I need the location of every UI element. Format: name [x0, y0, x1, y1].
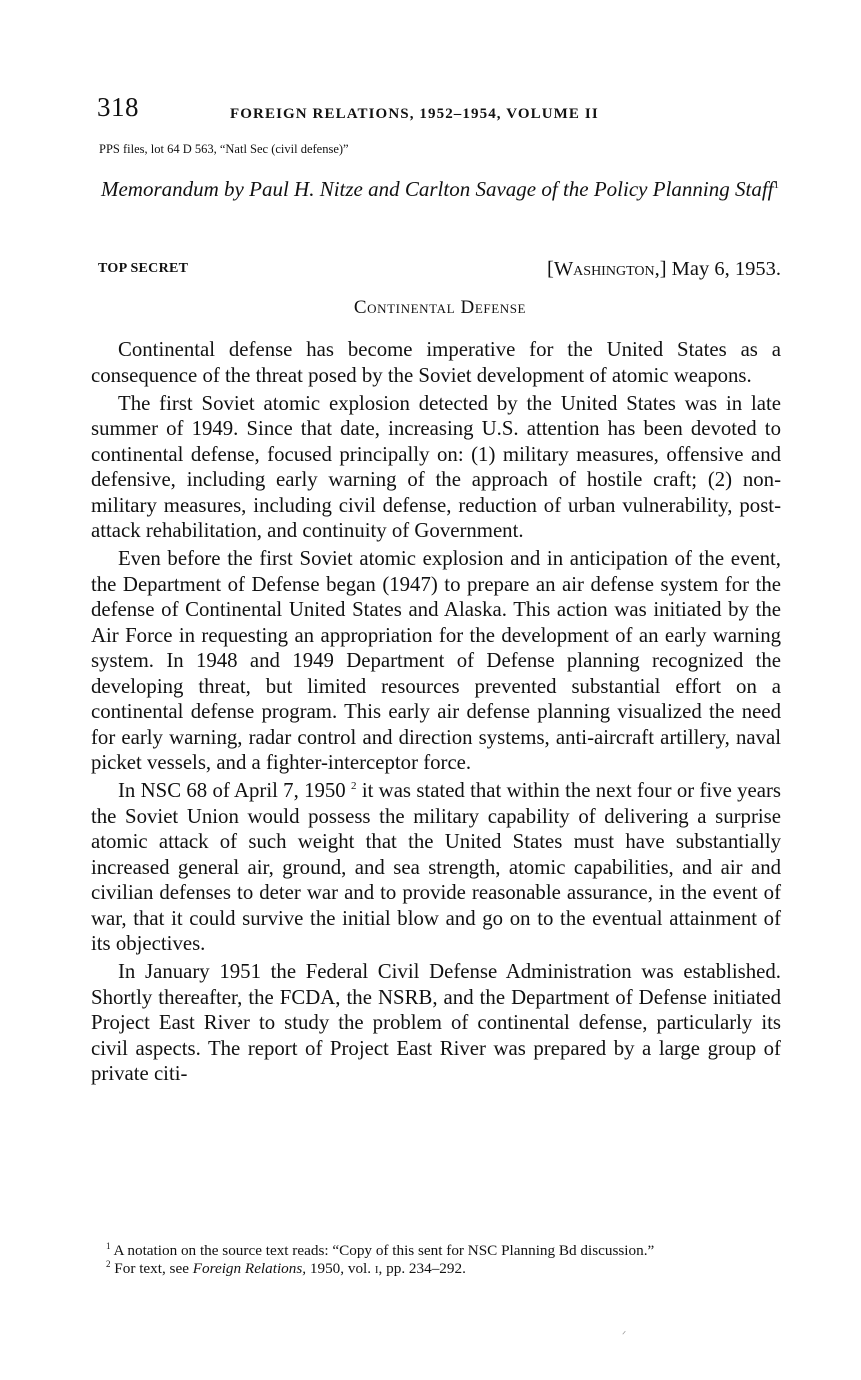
classification-marking: TOP SECRET — [98, 261, 189, 276]
footnote-text: , pp. 234–292. — [378, 1260, 466, 1277]
paragraph: In January 1951 the Federal Civil Defense Administration was established. Shortly thereafter, the FCDA, the NSRB, and the Department of Defense initiated Project East River to study the problem of continental defense, particularly its civil aspects. The report of Project East River was prepared by a large group of private citi- — [91, 960, 781, 1085]
running-head — [97, 92, 777, 132]
paragraph: Continental defense has become imperative for the United States as a consequence of the threat posed by the Soviet development of atomic weapons. — [91, 338, 781, 387]
dateline-date: May 6, 1953. — [671, 258, 781, 280]
section-heading: Continental Defense — [353, 297, 527, 318]
footnote-text: For text, see — [114, 1260, 189, 1277]
page-number: 318 — [97, 92, 139, 122]
paragraph: Even before the first Soviet atomic explosion and in anticipation of the event, the Department of Defense began (1947) to prepare an air defense system for the defense of Continental United States and Alaska. This action was initiated by the Air Force in requesting an appropriation for the development of an early warning system. In 1948 and 1949 Department of Defense planning recognized the developing threat, but limited resources prevented substantial effort on a continental defense program. This early air defense planning visualized the need for early warning, radar control and direction systems, anti-aircraft artillery, naval picket vessels, and a fighter-interceptor force. — [91, 547, 781, 774]
body-text — [91, 337, 781, 1087]
paragraph-text: In NSC 68 of April 7, 1950 — [118, 779, 346, 802]
paragraph-text: it was stated that within the next four or five years the Soviet Union would possess the military capability of delivering a surprise atomic attack of such weight that the United States must have substantially increased general air, ground, and sea strength, atomic capabilities, and air and civilian defenses to deter war and to provide reasonable assurance, in the event of war, that it could survive the initial blow and go on to the eventual attainment of its objectives. — [91, 779, 782, 955]
document-title — [100, 177, 780, 202]
footnote-text: A notation on the source text reads: “Copy of this sent for NSC Planning Bd discussion.” — [113, 1242, 655, 1259]
footnote-volume: i — [374, 1260, 379, 1277]
footnote-number: 2 — [106, 1259, 111, 1269]
footnote-number: 1 — [106, 1241, 111, 1251]
scan-artifact-mark: ᐟ — [622, 1330, 627, 1341]
footnote-2 — [91, 1260, 781, 1278]
paragraph: The first Soviet atomic explosion detected by the United States was in late summer of 1949. Since that date, increasing U.S. attention has been devoted to continental defense, focused principally on: (1) military measures, offensive and defensive, including early warning of the approach of hostile craft; (2) non-military measures, including civil defense, reduction of urban vulnerability, post-attack rehabilitation, and continuity of Government. — [91, 391, 781, 542]
footnote-ref-2: 2 — [351, 780, 357, 792]
footnote-text: 1950, vol. — [309, 1260, 372, 1277]
running-title: FOREIGN RELATIONS, 1952–1954, VOLUME II — [230, 106, 599, 122]
source-note: PPS files, lot 64 D 563, “Natl Sec (civil defense)” — [99, 142, 349, 156]
dateline: [Washington,] May 6, 1953. — [547, 258, 781, 280]
footnotes — [91, 1242, 781, 1278]
footnote-ref-1: 1 — [773, 179, 779, 191]
footnote-1 — [91, 1242, 781, 1260]
dateline-place: Washington, — [553, 258, 660, 280]
footnote-reference-title: Foreign Relations, — [192, 1260, 307, 1277]
document-title-text: Memorandum by Paul H. Nitze and Carlton Savage of the Policy Planning Staff — [100, 177, 774, 201]
paragraph — [91, 778, 781, 957]
